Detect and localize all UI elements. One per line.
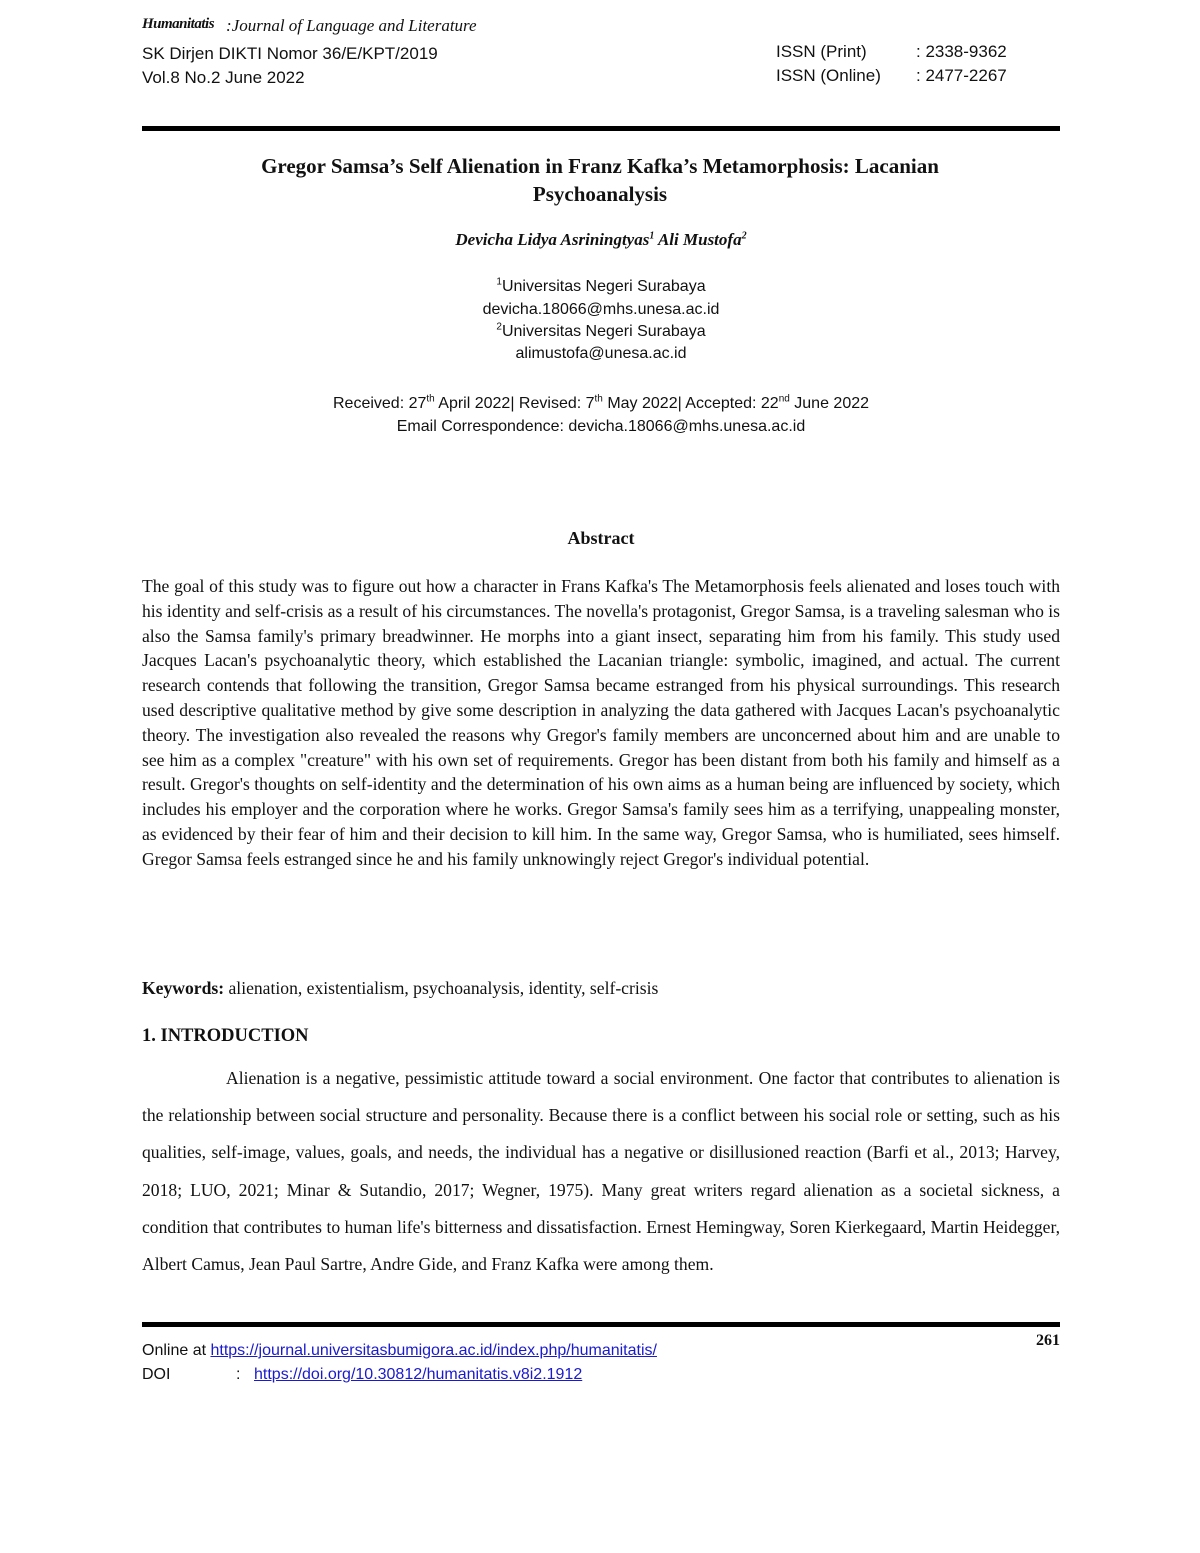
journal-subtitle: :Journal of Language and Literature	[226, 16, 477, 35]
section-heading-introduction: 1. INTRODUCTION	[142, 1026, 309, 1046]
keywords-label: Keywords:	[142, 978, 225, 998]
email-2: alimustofa@unesa.ac.id	[515, 345, 687, 362]
doi-line	[142, 1366, 583, 1384]
footer-divider	[142, 1322, 1060, 1327]
issn-print-label: ISSN (Print)	[776, 42, 867, 61]
journal-header	[142, 14, 1060, 94]
introduction-paragraph: Alienation is a negative, pessimistic attitude toward a social environment. One factor that contributes to alienation is the relationship between social structure and personality. Because there is a conflict between his social role or setting, such as his qualities, self-image, values, goals, and needs, the individual has a negative or disillusioned reaction (Barfi et al., 2013; Harvey, 2018; LUO, 2021; Minar & Sutandio, 2017; Wegner, 1975). Many great writers regard alienation as a societal sickness, a condition that contributes to human life's bitterness and dissatisfaction. Ernest Hemingway, Soren Kierkegaard, Martin Heidegger, Albert Camus, Jean Paul Sartre, Andre Gide, and Franz Kafka were among them.	[142, 1068, 1060, 1275]
affiliation-1	[142, 278, 1060, 296]
revised-sup: th	[594, 393, 603, 405]
article-title	[190, 152, 1010, 208]
abstract-heading: Abstract	[567, 528, 635, 548]
affil-2-text: Universitas Negeri Surabaya	[501, 323, 706, 340]
volume-line: Vol.8 No.2 June 2022	[142, 68, 305, 87]
author-2: Ali Mustofa	[654, 230, 742, 249]
journal-logo: Humanitatis	[142, 16, 215, 32]
affil-1-text: Universitas Negeri Surabaya	[501, 278, 706, 295]
issn-online-label: ISSN (Online)	[776, 66, 881, 85]
issn-print-value: : 2338-9362	[916, 42, 1007, 61]
keywords	[142, 978, 1060, 999]
online-label: Online at	[142, 1342, 211, 1359]
page-number: 261	[1036, 1332, 1060, 1349]
sk-line: SK Dirjen DIKTI Nomor 36/E/KPT/2019	[142, 44, 438, 63]
author-1-sup: 1	[649, 230, 655, 242]
issn-online-value: : 2477-2267	[916, 66, 1007, 85]
journal-url-link[interactable]: https://journal.universitasbumigora.ac.id/index.php/humanitatis/	[210, 1342, 657, 1359]
title-line-2: Psychoanalysis	[532, 182, 668, 206]
affil-1-sup: 1	[496, 276, 502, 288]
abstract-text: The goal of this study was to figure out how a character in Frans Kafka's The Metamorphosis feels alienated and loses touch with his identity and self-crisis as a result of his circumstances. The novella's protagonist, Gregor Samsa, is a traveling salesman who is also the Samsa family's primary breadwinner. He morphs into a giant insect, separating him from his family. This study used Jacques Lacan's psychoanalytic theory, which established the Lacanian triangle: symbolic, imagined, and actual. The current research contends that following the transition, Gregor Samsa became estranged from his physical surroundings. This research used descriptive qualitative method by give some description in analyzing the data gathered with Jacques Lacan's psychoanalytic theory. The investigation also revealed the reasons why Gregor's family members are unconcerned about him and are unable to see him as a complex "creature" with his own set of requirements. Gregor has been distant from both his family and himself as a result. Gregor's thoughts on self-identity and the determination of his own aims as a human being are influenced by society, which includes his employer and the corporation where he works. Gregor Samsa's family sees him as a terrifying, unappealing monster, as evidenced by their fear of him and their decision to kill him. In the same way, Gregor Samsa, who is humiliated, sees himself. Gregor Samsa feels estranged since he and his family unknowingly reject Gregor's individual potential.	[142, 576, 1061, 869]
title-line-1: Gregor Samsa’s Self Alienation in Franz Kafka’s Metamorphosis: Lacanian	[261, 154, 939, 178]
email-1: devicha.18066@mhs.unesa.ac.id	[482, 301, 720, 318]
header-divider	[142, 126, 1060, 131]
doi-separator: :	[236, 1366, 241, 1383]
received-date: Received: 27	[332, 395, 427, 412]
keywords-text: alienation, existentialism, psychoanalysis, identity, self-crisis	[224, 978, 659, 998]
submission-dates	[142, 395, 1060, 413]
author-2-sup: 2	[741, 230, 747, 242]
online-line	[142, 1342, 657, 1360]
received-sup: th	[426, 393, 435, 405]
revised-date: April 2022| Revised: 7	[434, 395, 595, 412]
author-list	[142, 230, 1060, 250]
accepted-month: June 2022	[789, 395, 870, 412]
affil-2-sup: 2	[496, 321, 502, 333]
accepted-sup: nd	[778, 393, 790, 405]
affiliation-2	[142, 323, 1060, 341]
email-correspondence: Email Correspondence: devicha.18066@mhs.unesa.ac.id	[396, 418, 806, 435]
author-1: Devicha Lidya Asriningtyas	[455, 230, 650, 249]
accepted-date: May 2022| Accepted: 22	[602, 395, 779, 412]
doi-label: DOI	[142, 1366, 171, 1383]
doi-link[interactable]: https://doi.org/10.30812/humanitatis.v8i2.1912	[254, 1366, 583, 1383]
